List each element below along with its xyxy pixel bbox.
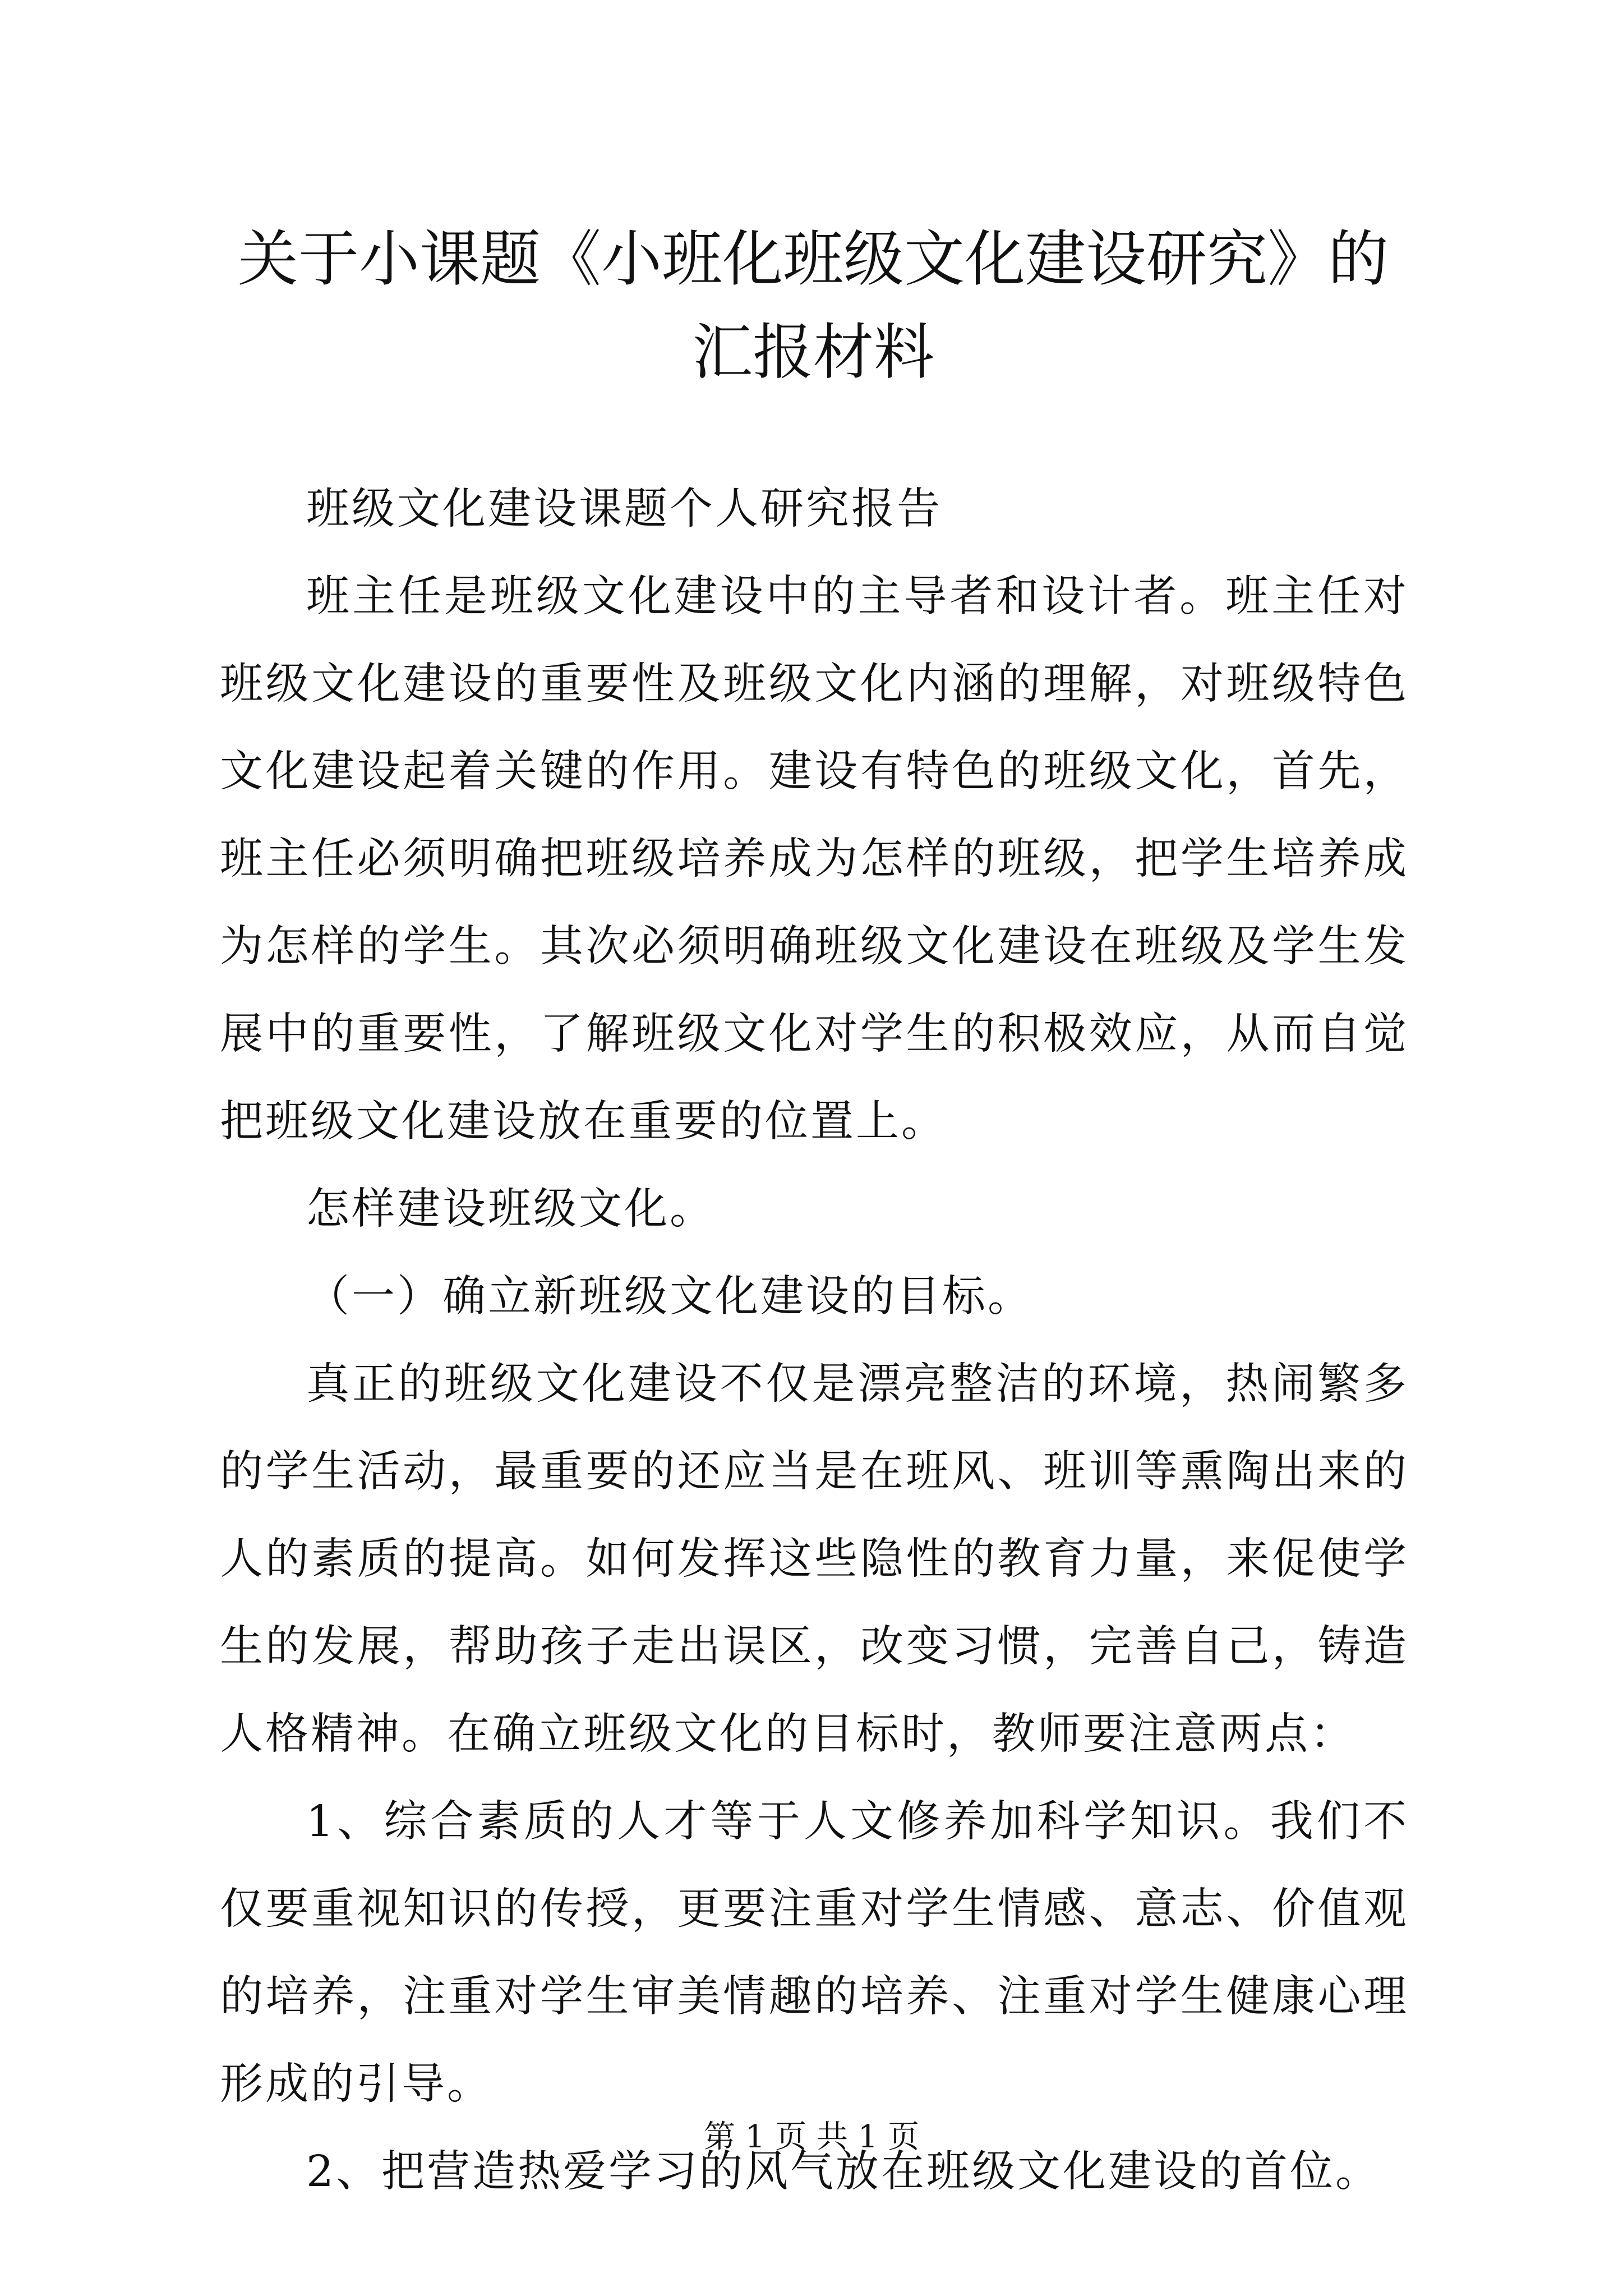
document-body bbox=[220, 466, 1409, 2216]
paragraph-true-class-culture: 真正的班级文化建设不仅是漂亮整洁的环境，热闹繁多的学生活动，最重要的还应当是在班风、班训等熏陶出来的人的素质的提高。如何发挥这些隐性的教育力量，来促使学生的发展，帮助孩子走出误区，改变习惯，完善自己，铸造人格精神。在确立班级文化的目标时，教师要注意两点： bbox=[220, 1359, 1409, 1759]
paragraph-how-to-build: 怎样建设班级文化。 bbox=[306, 1184, 715, 1234]
paragraph-point-one: 1、综合素质的人才等于人文修养加科学知识。我们不仅要重视知识的传授，更要注重对学生情感、意志、价值观的培养，注重对学生审美情趣的培养、注重对学生健康心理形成的引导。 bbox=[220, 1797, 1409, 2109]
page-footer: 第 1 页 共 1 页 bbox=[703, 2119, 920, 2155]
paragraph-head-teacher-role: 班主任是班级文化建设中的主导者和设计者。班主任对班级文化建设的重要性及班级文化内涵的理解，对班级特色文化建设起着关键的作用。建设有特色的班级文化，首先，班主任必须明确把班级培养成为怎样的班级，把学生培养成为怎样的学生。其次必须明确班级文化建设在班级及学生发展中的重要性，了解班级文化对学生的积极效应，从而自觉把班级文化建设放在重要的位置上。 bbox=[220, 572, 1409, 1147]
paragraph-point-two: 2、把营造热爱学习的风气放在班级文化建设的首位。 bbox=[306, 2147, 1381, 2197]
paragraph-subtitle: 班级文化建设课题个人研究报告 bbox=[306, 484, 942, 534]
paragraph-section-one: （一）确立新班级文化建设的目标。 bbox=[306, 1272, 1033, 1322]
document-title: 关于小课题《小班化班级文化建设研究》的汇报材料 bbox=[237, 224, 1389, 388]
